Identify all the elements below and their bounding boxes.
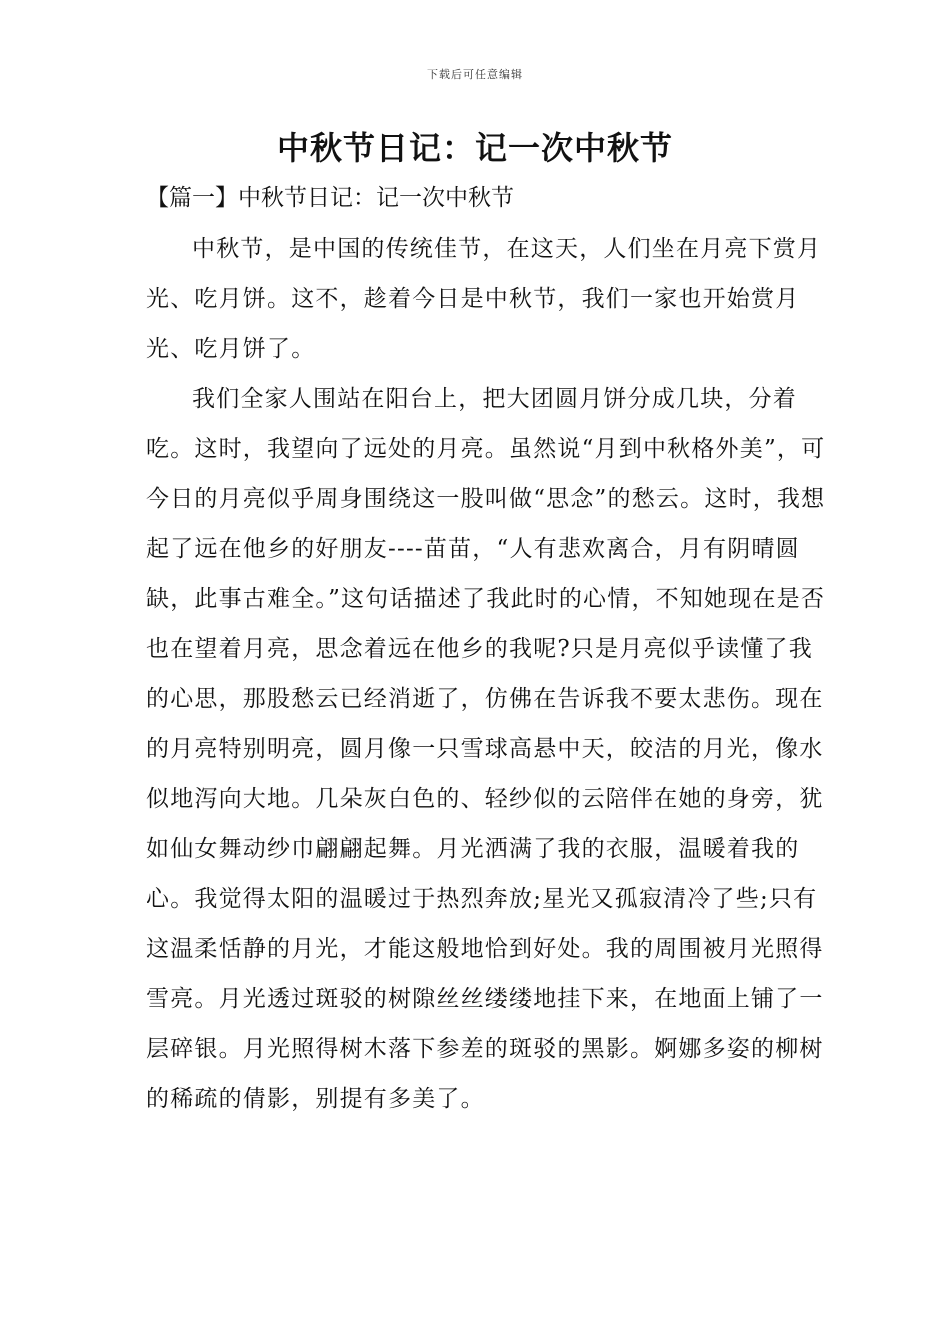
section-heading: 【篇一】中秋节日记：记一次中秋节 [146,185,514,211]
document-title: 中秋节日记：记一次中秋节 [276,129,673,167]
header-note: 下载后可任意编辑 [427,68,523,81]
body-paragraph-1: 中秋节，是中国的传统佳节，在这天，人们坐在月亮下赏月光、吃月饼。这不，趁着今日是中秋节，我们一家也开始赏月光、吃月饼了。 [146,236,822,362]
body-paragraph-2: 我们全家人围站在阳台上，把大团圆月饼分成几块，分着吃。这时，我望向了远处的月亮。虽然说“月到中秋格外美”，可今日的月亮似乎周身围绕这一股叫做“思念”的愁云。这时，我想起了远在他乡的好朋友----苗苗，“人有悲欢离合，月有阴晴圆缺，此事古难全。”这句话描述了我此时的心情，不知她现在是否也在望着月亮，思念着远在他乡的我呢?只是月亮似乎读懂了我的心思，那股愁云已经消逝了，仿佛在告诉我不要太悲伤。现在的月亮特别明亮，圆月像一只雪球高悬中天，皎洁的月光，像水似地泻向大地。几朵灰白色的、轻纱似的云陪伴在她的身旁，犹如仙女舞动纱巾翩翩起舞。月光洒满了我的衣服，温暖着我的心。我觉得太阳的温暖过于热烈奔放;星光又孤寂清冷了些;只有这温柔恬静的月光，才能这般地恰到好处。我的周围被月光照得雪亮。月光透过斑驳的树隙丝丝缕缕地挂下来，在地面上铺了一层碎银。月光照得树木落下参差的斑驳的黑影。婀娜多姿的柳树的稀疏的倩影，别提有多美了。 [146,386,826,1112]
